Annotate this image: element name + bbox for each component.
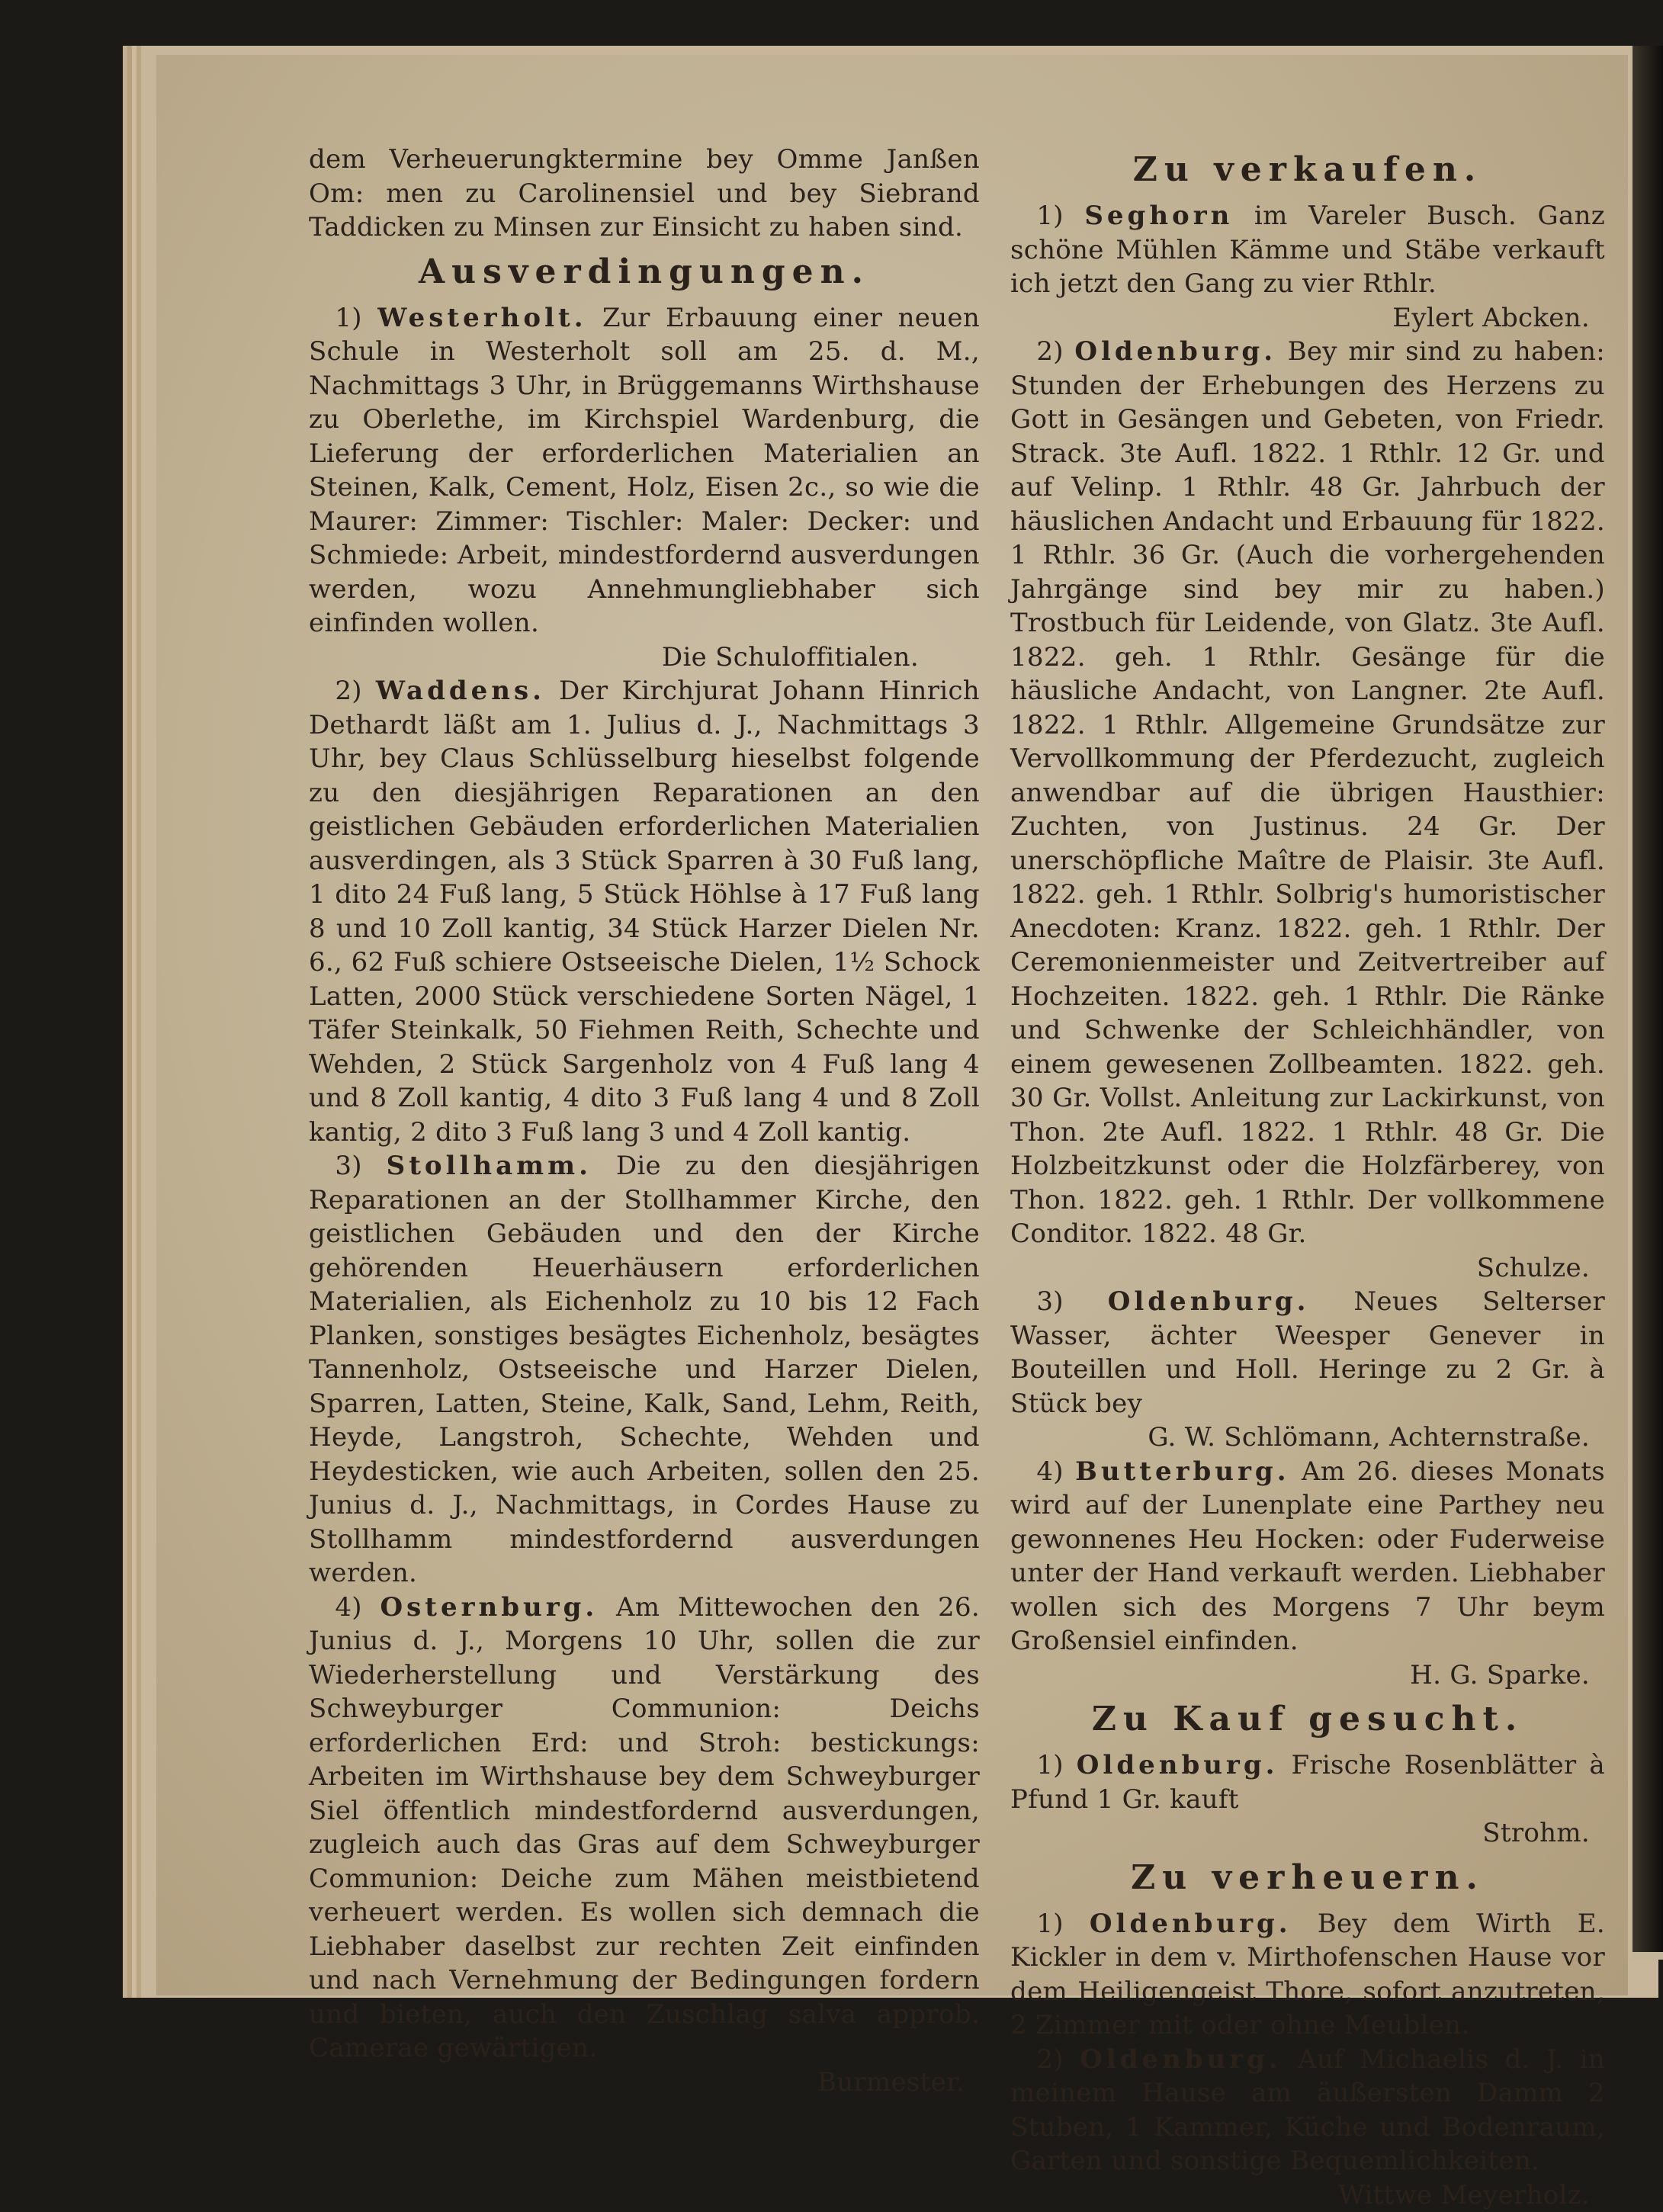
entry-westerholt: 1) Westerholt. Zur Erbauung einer neuen Schule in Westerholt soll am 25. d. M., Nachmittags 3 Uhr, in Brüggemanns Wirthshause zu Oberlethe, im Kirchspiel Wardenburg, die Lieferung der erforderlichen Materialien an Steinen, Kalk, Cement, Holz, Eisen 2c., so wie die Maurer: Zimmer: Tischler: Maler: Decker: und Schmiede: Arbeit, mindestfordernd ausverdungen werden, wozu Annehmungliebhaber sich einfinden wollen. — [309, 301, 980, 640]
entry-stollhamm: 3) Stollhamm. Die zu den diesjährigen Reparationen an der Stollhammer Kirche, den geistlichen Gebäuden und den der Kirche gehörenden Heuerhäusern erforderlichen Materialien, als Eichenholz zu 10 bis 12 Fach Planken, sonstiges besägtes Eichenholz, besägtes Tannenholz, Ostseeische und Harzer Dielen, Sparren, Latten, Steine, Kalk, Sand, Lehm, Reith, Heyde, Langstroh, Schechte, Wehden und Heydesticken, wie auch Arbeiten, sollen den 25. Junius d. J., Nachmittags, in Cordes Hause zu Stollhamm mindestfordernd ausverdungen werden. — [309, 1149, 980, 1591]
wanted-entry-oldenburg: 1) Oldenburg. Frische Rosenblätter à Pfund 1 Gr. kauft — [1010, 1748, 1605, 1816]
section-title-zu-kauf-gesucht: Zu Kauf gesucht. — [1010, 1697, 1605, 1742]
entry-waddens: 2) Waddens. Der Kirchjurat Johann Hinrich Dethardt läßt am 1. Julius d. J., Nachmittags 3 Uhr, bey Claus Schlüsselburg hieselbst folgende zu den diesjährigen Reparationen an den geistlichen Gebäuden erforderlichen Materialien ausverdingen, als 3 Stück Sparren à 30 Fuß lang, 1 dito 24 Fuß lang, 5 Stück Höhlse à 17 Fuß lang 8 und 10 Zoll kantig, 34 Stück Harzer Dielen Nr. 6., 62 Fuß schiere Ostseeische Dielen, 1½ Schock Latten, 2000 Stück verschiedene Sorten Nägel, 1 Täfer Steinkalk, 50 Fiehmen Reith, Schechte und Wehden, 2 Stück Sargenholz von 4 Fuß lang 4 und 8 Zoll kantig, 4 dito 3 Fuß lang 4 und 8 Zoll kantig, 2 dito 3 Fuß lang 3 und 4 Zoll kantig. — [309, 674, 980, 1149]
signature-meyerholz: Wittwe Meyerholz. — [1010, 2178, 1605, 2212]
signature-sparke: H. G. Sparke. — [1010, 1658, 1605, 1693]
section-title-zu-verkaufen: Zu verkaufen. — [1010, 147, 1605, 193]
intro-paragraph: dem Verheuerungktermine bey Omme Janßen Om: men zu Carolinensiel und bey Siebrand Taddicken zu Minsen zur Einsicht zu haben sind. — [309, 143, 980, 245]
signature-schulze: Schulze. — [1010, 1251, 1605, 1286]
section-title-ausverdingungen: Ausverdingungen. — [309, 249, 980, 295]
sale-entry-seghorn: 1) Seghorn im Vareler Busch. Ganz schöne Mühlen Kämme und Stäbe verkauft ich jetzt den Gang zu vier Rthlr. — [1010, 199, 1605, 301]
left-column — [309, 143, 980, 2099]
book-gutter — [1633, 46, 1663, 1952]
signature-strohm: Strohm. — [1010, 1816, 1605, 1851]
rent-entry-oldenburg-damm: 2) Oldenburg. Auf Michaelis d. J. in meinem Hause am äußersten Damm 2 Stuben, 1 Kammer, Küche und Bodenraum, Garten und sonstige Bequemlichkeiten. — [1010, 2043, 1605, 2178]
signature-burmester: Burmester. — [309, 2066, 980, 2100]
entry-osternburg: 4) Osternburg. Am Mittewochen den 26. Junius d. J., Morgens 10 Uhr, sollen die zur Wiederherstellung und Verstärkung des Schweyburger Communion: Deichs erforderlichen Erd: und Stroh: bestickungs: Arbeiten im Wirthshause bey dem Schweyburger Siel öffentlich mindestfordernd ausverdungen, zugleich auch das Gras auf dem Schweyburger Communion: Deiche zum Mähen meistbietend verheuert werden. Es wollen sich demnach die Liebhaber daselbst zur rechten Zeit einfinden und nach Vernehmung der Bedingungen fordern und bieten, auch den Zuschlag salva approb. Camerae gewärtigen. — [309, 1591, 980, 2066]
sale-entry-butterburg: 4) Butterburg. Am 26. dieses Monats wird auf der Lunenplate eine Parthey neu gewonnenes Heu Hocken: oder Fuderweise unter der Hand verkauft werden. Liebhaber wollen sich des Morgens 7 Uhr beym Großensiel einfinden. — [1010, 1455, 1605, 1658]
newspaper-page — [156, 55, 1628, 1995]
signature-schloemann: G. W. Schlömann, Achternstraße. — [1010, 1421, 1605, 1455]
rent-entry-oldenburg-kickler: 1) Oldenburg. Bey dem Wirth E. Kickler in dem v. Mirthofenschen Hause vor dem Heiligengeist Thore, sofort anzutreten, 2 Zimmer mit oder ohne Meublen. — [1010, 1907, 1605, 2043]
sale-entry-oldenburg-wasser: 3) Oldenburg. Neues Selterser Wasser, ächter Weesper Genever in Bouteillen und Holl. Heringe zu 2 Gr. à Stück bey — [1010, 1285, 1605, 1421]
right-column — [1010, 143, 1605, 2212]
sale-entry-oldenburg-books: 2) Oldenburg. Bey mir sind zu haben: Stunden der Erhebungen des Herzens zu Gott in Gesängen und Gebeten, von Friedr. Strack. 3te Aufl. 1822. 1 Rthlr. 12 Gr. und auf Velinp. 1 Rthlr. 48 Gr. Jahrbuch der häuslichen Andacht und Erbauung für 1822. 1 Rthlr. 36 Gr. (Auch die vorhergehenden Jahrgänge sind bey mir zu haben.) Trostbuch für Leidende, von Glatz. 3te Aufl. 1822. geh. 1 Rthlr. Gesänge für die häusliche Andacht, von Langner. 2te Aufl. 1822. 1 Rthlr. Allgemeine Grundsätze zur Vervollkommung der Pferdezucht, zugleich anwendbar auf die übrigen Hausthier: Zuchten, von Justinus. 24 Gr. Der unerschöpfliche Maître de Plaisir. 3te Aufl. 1822. geh. 1 Rthlr. Solbrig's humoristischer Anecdoten: Kranz. 1822. geh. 1 Rthlr. Der Ceremonienmeister und Zeitvertreiber auf Hochzeiten. 1822. geh. 1 Rthlr. Die Ränke und Schwenke der Schleichhändler, von einem gewesenen Zollbeamten. 1822. geh. 30 Gr. Vollst. Anleitung zur Lackirkunst, von Thon. 2te Aufl. 1822. 1 Rthlr. 48 Gr. Die Holzbeitzkunst oder die Holzfärberey, von Thon. 1822. geh. 1 Rthlr. Der vollkommene Conditor. 1822. 48 Gr. — [1010, 335, 1605, 1251]
signature-abcken: Eylert Abcken. — [1010, 301, 1605, 335]
signature-schuloffitialen: Die Schuloffitialen. — [309, 640, 980, 675]
section-title-zu-verheuern: Zu verheuern. — [1010, 1855, 1605, 1901]
